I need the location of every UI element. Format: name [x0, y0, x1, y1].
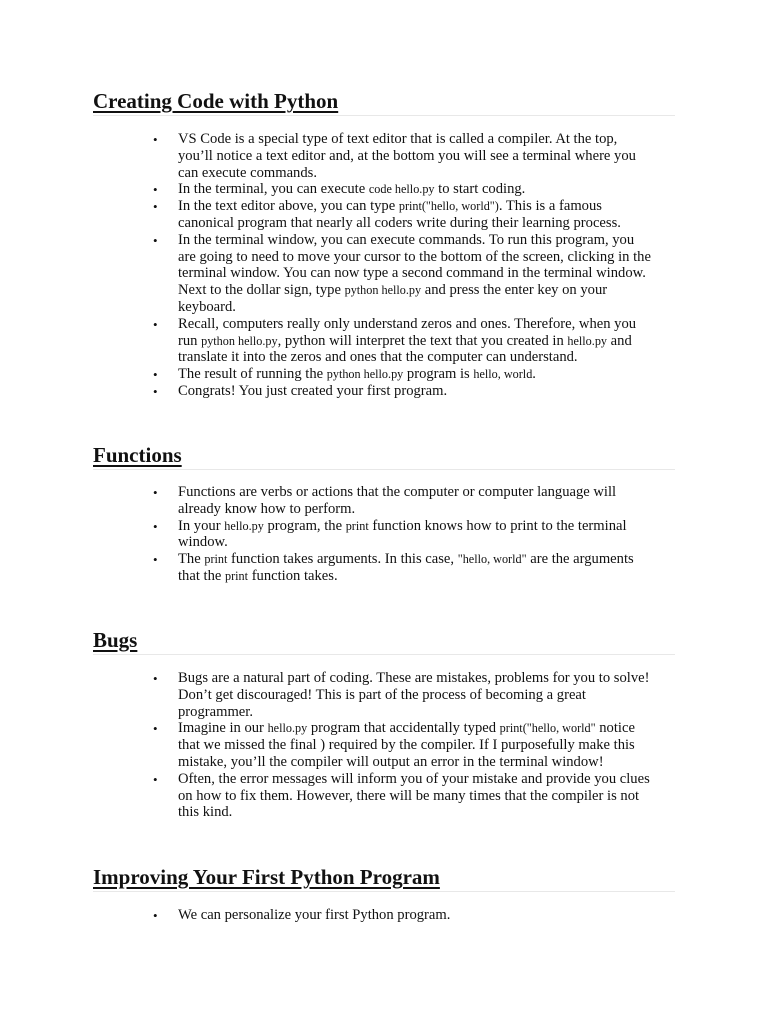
- text-run: program that accidentally typed: [307, 720, 500, 737]
- code-fragment: print("hello, world": [499, 721, 596, 736]
- code-fragment: "hello, world": [457, 552, 527, 567]
- text-run: In your: [178, 517, 225, 534]
- section-heading: [93, 442, 675, 470]
- text-run: In the text editor above, you can type: [178, 198, 399, 215]
- code-fragment: hello, world: [473, 367, 533, 382]
- code-fragment: hello.py: [267, 721, 308, 736]
- text-run: and press the enter key on your keyboard.: [178, 282, 608, 315]
- text-run: are the arguments that the: [178, 551, 634, 584]
- section-bugs: [93, 627, 675, 655]
- code-fragment: print("hello, world"): [398, 199, 499, 214]
- text-run: . This is a famous canonical program that nearly all coders write during their learning process.: [178, 198, 621, 231]
- text-run: Functions are verbs or actions that the computer or computer language will already know how to perform.: [178, 484, 617, 517]
- list-item: [153, 366, 653, 383]
- text-run: program is: [403, 366, 474, 383]
- text-run: function knows how to print to the terminal window.: [178, 517, 627, 551]
- bullet-list: [153, 131, 653, 400]
- code-fragment: print: [225, 568, 249, 583]
- text-run: and translate it into the zeros and ones that the computer can understand.: [178, 332, 632, 366]
- text-run: Bugs are a natural part of coding. These are mistakes, problems for you to solve! Don’t get discouraged! This is part of the process of becoming a great programmer.: [178, 670, 650, 720]
- list-item: [153, 181, 653, 198]
- text-run: We can personalize your first Python program.: [178, 907, 451, 923]
- text-run: .: [532, 366, 536, 383]
- list-item: [153, 383, 653, 400]
- text-run: The: [178, 551, 205, 568]
- list-item: [153, 551, 653, 585]
- section-heading: [93, 627, 675, 655]
- text-run: function takes arguments. In this case,: [227, 551, 458, 568]
- list-item: [153, 907, 653, 924]
- section-heading: [93, 864, 675, 892]
- list-item: [153, 232, 653, 316]
- code-fragment: code hello.py: [368, 182, 435, 197]
- section-improving: [93, 864, 675, 892]
- heading-text: Improving Your First Python Program: [93, 865, 440, 889]
- code-fragment: print: [345, 518, 369, 533]
- bullet-list: [153, 907, 653, 924]
- list-item: [153, 771, 653, 821]
- list-item: [153, 316, 653, 366]
- text-run: to start coding.: [434, 181, 526, 198]
- text-run: In the terminal window, you can execute commands. To run this program, you are going to need to move your cursor to the bottom of the screen, clicking in the terminal window. You can now type a second command in the terminal window. Next to the dollar sign, type: [178, 231, 651, 299]
- text-run: Imagine in our: [178, 720, 268, 737]
- section-functions: [93, 442, 675, 470]
- list-item: [153, 720, 653, 770]
- code-fragment: python hello.py: [201, 333, 278, 348]
- list-item: [153, 518, 653, 552]
- code-fragment: print: [204, 552, 228, 567]
- heading-text: Functions: [93, 443, 182, 467]
- list-item: [153, 670, 653, 720]
- list-item: [153, 484, 653, 518]
- text-run: The result of running the: [178, 366, 327, 383]
- text-run: Recall, computers really only understand zeros and ones. Therefore, when you run: [178, 315, 637, 349]
- text-run: , python will interpret the text that you created in: [277, 332, 568, 349]
- list-item: [153, 131, 653, 181]
- text-run: Congrats! You just created your first program.: [178, 382, 448, 399]
- code-fragment: hello.py: [567, 333, 608, 348]
- bullet-list: [153, 670, 653, 821]
- section-heading: [93, 88, 675, 116]
- code-fragment: hello.py: [224, 518, 264, 533]
- text-run: program, the: [263, 517, 346, 534]
- text-run: function takes.: [248, 567, 338, 584]
- section-creating-code: [93, 88, 675, 116]
- text-run: VS Code is a special type of text editor that is called a compiler. At the top, you’ll notice a text editor and, at the bottom you will see a terminal where you can execute commands.: [178, 131, 636, 181]
- text-run: In the terminal, you can execute: [178, 181, 369, 198]
- code-fragment: python hello.py: [326, 367, 404, 382]
- text-run: notice that we missed the final ) required by the compiler. If I purposefully make this mistake, you’ll the compiler will output an error in the terminal window!: [178, 720, 635, 770]
- bullet-list: [153, 484, 653, 585]
- code-fragment: python hello.py: [344, 283, 422, 298]
- heading-text: Creating Code with Python: [93, 89, 339, 113]
- heading-text: Bugs: [93, 628, 138, 652]
- text-run: Often, the error messages will inform you of your mistake and provide you clues on how to fix them. However, there will be many times that the compiler is not this kind.: [178, 770, 650, 821]
- list-item: [153, 198, 653, 232]
